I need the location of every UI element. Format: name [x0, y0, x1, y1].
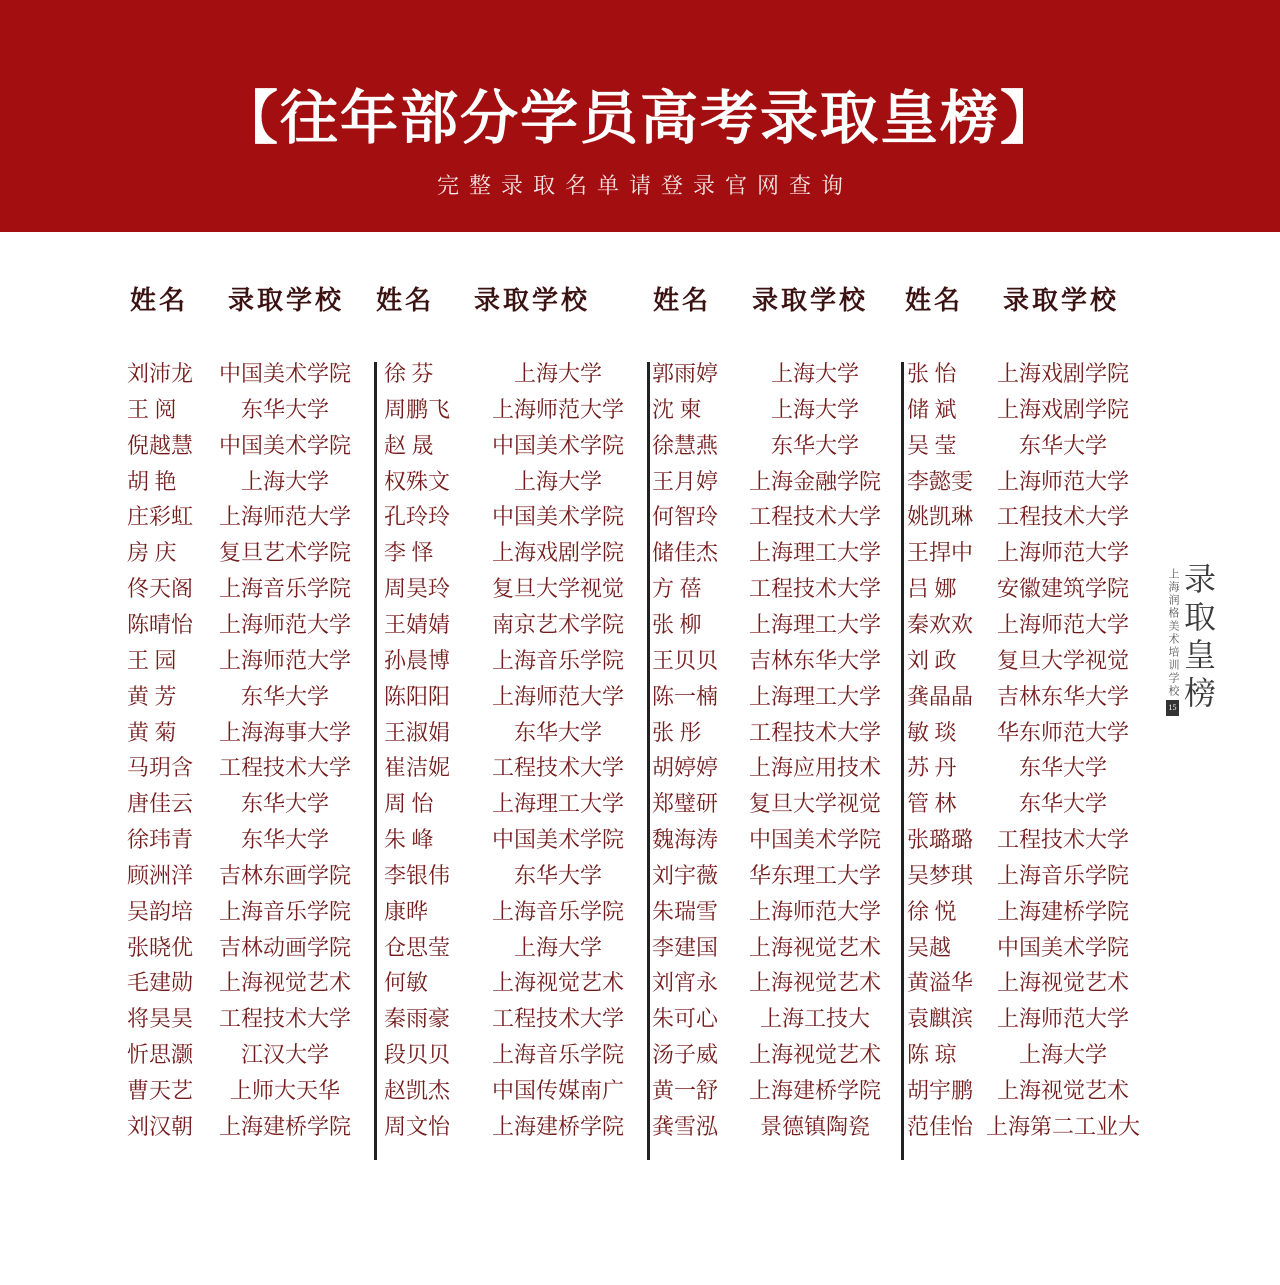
- table-row: [907, 464, 1143, 500]
- table-row: [127, 1109, 365, 1145]
- admitted-school: 工程技术大学: [218, 755, 351, 781]
- student-name: 崔洁妮: [384, 755, 451, 781]
- table-row: [907, 392, 1143, 428]
- table-row: [127, 930, 365, 966]
- student-name: 庄彩虹: [127, 504, 194, 530]
- admitted-school: 上海应用技术: [748, 755, 881, 781]
- table-row: [907, 679, 1143, 715]
- side-title: 录取皇榜: [1180, 562, 1216, 714]
- admitted-school: 上海师范大学: [491, 683, 624, 709]
- table-row: [127, 858, 365, 894]
- admitted-school: 工程技术大学: [748, 504, 881, 530]
- student-name: 张 彤: [652, 719, 702, 745]
- admitted-school: 上海大学: [513, 468, 602, 494]
- student-name: 李建国: [652, 934, 719, 960]
- admitted-school: 复旦艺术学院: [218, 540, 351, 566]
- student-name: 王婧婧: [384, 611, 451, 637]
- table-row: [384, 1073, 638, 1109]
- column-header-school: 录取学校: [474, 286, 591, 315]
- table-row: [907, 822, 1143, 858]
- student-name: 龚雪泓: [652, 1113, 719, 1139]
- student-name: 曹天艺: [127, 1078, 194, 1103]
- admitted-school: 上海师范大学: [996, 1006, 1129, 1032]
- table-row: [652, 392, 895, 428]
- table-row: [127, 1001, 365, 1037]
- table-row: [127, 894, 365, 930]
- admitted-school: 华东理工大学: [748, 862, 881, 888]
- table-row: [652, 715, 895, 751]
- student-name: 王月婷: [652, 468, 719, 494]
- table-row: [127, 392, 365, 428]
- student-name: 将昊昊: [127, 1006, 194, 1032]
- table-row: [384, 858, 638, 894]
- side-school-name: 上海润格美术培训学校: [1167, 568, 1179, 698]
- student-name: 孙晨博: [384, 647, 451, 673]
- table-row: [652, 679, 895, 715]
- table-row: [127, 1073, 365, 1109]
- page-title: 【往年部分学员高考录取皇榜】: [219, 86, 1060, 151]
- admitted-school: 工程技术大学: [996, 504, 1129, 530]
- admitted-school: 东华大学: [1018, 755, 1107, 781]
- admitted-school: 中国美术学院: [218, 361, 351, 386]
- admitted-school: 上海音乐学院: [491, 898, 624, 924]
- table-row: [907, 750, 1143, 786]
- student-name: 吴梦琪: [907, 862, 974, 888]
- student-name: 吴 莹: [907, 432, 957, 458]
- table-row: [127, 607, 365, 643]
- student-name: 王 园: [127, 647, 177, 673]
- table-row: [907, 965, 1143, 1001]
- student-name: 陈一楠: [652, 683, 719, 709]
- admitted-school: 景德镇陶瓷: [759, 1113, 870, 1139]
- admitted-school: 上海大学: [770, 361, 859, 386]
- admitted-school: 上海师范大学: [996, 611, 1129, 637]
- table-row: [127, 428, 365, 464]
- admitted-school: 工程技术大学: [491, 1006, 624, 1032]
- student-name: 朱可心: [652, 1006, 719, 1032]
- column-divider: [374, 362, 377, 1160]
- student-name: 苏 丹: [907, 755, 957, 781]
- admitted-school: 上海视觉艺术: [218, 970, 351, 996]
- table-row: [907, 894, 1143, 930]
- table-row: [127, 750, 365, 786]
- student-name: 唐佳云: [127, 791, 194, 817]
- admitted-school: 上海师范大学: [748, 898, 881, 924]
- admitted-school: 上海理工大学: [491, 791, 624, 817]
- student-name: 朱 峰: [384, 827, 434, 853]
- table-row: [127, 643, 365, 679]
- table-row: [907, 499, 1143, 535]
- student-name: 胡宇鹏: [907, 1078, 974, 1103]
- admitted-school: 吉林东华大学: [748, 647, 881, 673]
- admitted-school: 复旦大学视觉: [996, 647, 1129, 673]
- table-row: [127, 786, 365, 822]
- column-header-name: 姓名: [130, 286, 189, 315]
- admitted-school: 中国美术学院: [491, 432, 624, 458]
- admitted-school: 上海视觉艺术: [748, 1042, 881, 1068]
- student-name: 张璐璐: [907, 827, 974, 853]
- admitted-school: 东华大学: [240, 683, 329, 709]
- admitted-school: 东华大学: [240, 791, 329, 817]
- table-row: [384, 464, 638, 500]
- admitted-school: 南京艺术学院: [491, 611, 624, 637]
- admitted-school: 复旦大学视觉: [748, 791, 881, 817]
- student-name: 张 柳: [652, 611, 702, 637]
- table-row: [652, 1037, 895, 1073]
- admitted-school: 上海第二工业大: [985, 1113, 1140, 1139]
- admitted-school: 吉林东画学院: [218, 862, 351, 888]
- student-name: 周文怡: [384, 1113, 451, 1139]
- admitted-school: 上海师范大学: [218, 611, 351, 637]
- student-name: 刘汉朝: [127, 1113, 194, 1139]
- table-row: [384, 679, 638, 715]
- table-row: [652, 822, 895, 858]
- student-name: 郑璧研: [652, 791, 719, 817]
- admitted-school: 东华大学: [240, 827, 329, 853]
- table-row: [907, 356, 1143, 392]
- student-name: 仓思莹: [384, 934, 451, 960]
- admitted-school: 江汉大学: [240, 1042, 329, 1068]
- admitted-school: 华东师范大学: [996, 719, 1129, 745]
- student-name: 刘沛龙: [127, 361, 194, 386]
- student-name: 顾洲洋: [127, 862, 194, 888]
- student-name: 孔玲玲: [384, 504, 451, 530]
- student-name: 郭雨婷: [652, 361, 719, 386]
- admitted-school: 上海视觉艺术: [996, 1078, 1129, 1103]
- student-name: 黄溢华: [907, 970, 974, 996]
- student-name: 范佳怡: [907, 1113, 974, 1139]
- student-name: 吴越: [907, 934, 952, 960]
- page-subtitle: 完整录取名单请登录官网查询: [436, 173, 853, 198]
- table-row: [907, 1109, 1143, 1145]
- admitted-school: 上海戏剧学院: [491, 540, 624, 566]
- table-row: [127, 715, 365, 751]
- table-row: [652, 356, 895, 392]
- table-row: [907, 571, 1143, 607]
- table-row: [384, 571, 638, 607]
- admitted-school: 上海建桥学院: [748, 1078, 881, 1103]
- admitted-school: 上海音乐学院: [491, 647, 624, 673]
- header-banner: [0, 0, 1280, 232]
- table-row: [384, 965, 638, 1001]
- student-name: 陈晴怡: [127, 611, 194, 637]
- table-row: [384, 535, 638, 571]
- table-row: [652, 499, 895, 535]
- student-name: 周昊玲: [384, 576, 451, 602]
- column-divider: [901, 362, 904, 1160]
- admitted-school: 上海理工大学: [748, 540, 881, 566]
- table-row: [384, 786, 638, 822]
- admitted-school: 吉林动画学院: [218, 934, 351, 960]
- student-name: 朱瑞雪: [652, 898, 719, 924]
- column-divider: [647, 362, 650, 1160]
- student-name: 王 阅: [127, 396, 177, 422]
- table-row: [907, 643, 1143, 679]
- admitted-school: 东华大学: [513, 862, 602, 888]
- student-name: 胡 艳: [127, 468, 177, 494]
- page-number: 15: [1166, 700, 1179, 716]
- student-name: 袁麒滨: [907, 1006, 974, 1032]
- table-row: [384, 894, 638, 930]
- admitted-school: 工程技术大学: [491, 755, 624, 781]
- admitted-school: 上海师范大学: [491, 396, 624, 422]
- table-row: [907, 607, 1143, 643]
- student-name: 汤子威: [652, 1042, 719, 1068]
- student-name: 陈阳阳: [384, 683, 451, 709]
- table-row: [652, 464, 895, 500]
- admitted-school: 上海建桥学院: [491, 1113, 624, 1139]
- admitted-school: 上海大学: [240, 468, 329, 494]
- student-name: 龚晶晶: [907, 683, 974, 709]
- student-name: 黄 芳: [127, 683, 177, 709]
- admitted-school: 工程技术大学: [748, 719, 881, 745]
- admitted-school: 东华大学: [1018, 791, 1107, 817]
- table-row: [907, 930, 1143, 966]
- student-name: 张 怡: [907, 361, 957, 386]
- table-row: [127, 965, 365, 1001]
- student-name: 佟天阁: [127, 576, 194, 602]
- admitted-school: 东华大学: [1018, 432, 1107, 458]
- student-name: 何敏: [384, 970, 429, 996]
- student-name: 胡婷婷: [652, 755, 719, 781]
- student-name: 毛建勋: [127, 970, 194, 996]
- admitted-school: 上海建桥学院: [218, 1113, 351, 1139]
- admitted-school: 中国美术学院: [996, 934, 1129, 960]
- table-row: [384, 750, 638, 786]
- admitted-school: 上海视觉艺术: [748, 934, 881, 960]
- student-name: 忻思灏: [127, 1042, 194, 1068]
- student-name: 房 庆: [127, 540, 177, 566]
- student-name: 康晔: [384, 898, 429, 924]
- admitted-school: 上海音乐学院: [491, 1042, 624, 1068]
- student-name: 方 蓓: [652, 576, 702, 602]
- table-row: [384, 643, 638, 679]
- table-row: [907, 715, 1143, 751]
- table-row: [652, 571, 895, 607]
- admitted-school: 上海大学: [513, 361, 602, 386]
- student-name: 姚凯琳: [907, 504, 974, 530]
- student-name: 王捍中: [907, 540, 974, 566]
- admitted-school: 上海视觉艺术: [996, 970, 1129, 996]
- student-name: 刘 政: [907, 647, 957, 673]
- table-row: [652, 1073, 895, 1109]
- column-header-school: 录取学校: [1003, 286, 1120, 315]
- admitted-school: 上海师范大学: [996, 540, 1129, 566]
- admitted-school: 上海视觉艺术: [748, 970, 881, 996]
- admitted-school: 上海海事大学: [218, 719, 351, 745]
- table-row: [384, 499, 638, 535]
- admitted-school: 上海工技大: [759, 1006, 870, 1032]
- table-row: [907, 1073, 1143, 1109]
- table-row: [384, 1109, 638, 1145]
- admitted-school: 东华大学: [770, 432, 859, 458]
- admitted-school: 上海建桥学院: [996, 898, 1129, 924]
- student-name: 徐 芬: [384, 361, 434, 386]
- admitted-school: 中国美术学院: [748, 827, 881, 853]
- student-name: 黄一舒: [652, 1078, 719, 1103]
- student-name: 李 怿: [384, 540, 434, 566]
- admitted-school: 工程技术大学: [218, 1006, 351, 1032]
- admitted-school: 上海金融学院: [748, 468, 881, 494]
- table-row: [652, 858, 895, 894]
- column-header-name: 姓名: [653, 286, 712, 315]
- admitted-school: 上海师范大学: [218, 504, 351, 530]
- table-row: [127, 679, 365, 715]
- table-row: [384, 930, 638, 966]
- table-row: [127, 1037, 365, 1073]
- student-name: 马玥含: [127, 755, 194, 781]
- admitted-school: 东华大学: [513, 719, 602, 745]
- table-row: [127, 356, 365, 392]
- table-row: [652, 894, 895, 930]
- student-name: 段贝贝: [384, 1042, 451, 1068]
- student-name: 吕 娜: [907, 576, 957, 602]
- student-name: 敏 琰: [907, 719, 957, 745]
- admitted-school: 上海视觉艺术: [491, 970, 624, 996]
- table-row: [384, 607, 638, 643]
- table-row: [384, 822, 638, 858]
- student-name: 魏海涛: [652, 827, 719, 853]
- table-row: [652, 1001, 895, 1037]
- admitted-school: 中国美术学院: [491, 827, 624, 853]
- table-row: [127, 535, 365, 571]
- table-row: [652, 428, 895, 464]
- student-name: 赵凯杰: [384, 1078, 451, 1103]
- student-name: 李懿雯: [907, 468, 974, 494]
- table-row: [907, 428, 1143, 464]
- table-row: [384, 715, 638, 751]
- table-row: [652, 1109, 895, 1145]
- student-name: 陈 琼: [907, 1042, 957, 1068]
- table-row: [907, 786, 1143, 822]
- student-name: 张晓优: [127, 934, 194, 960]
- admitted-school: 工程技术大学: [996, 827, 1129, 853]
- student-name: 吴韵培: [127, 898, 194, 924]
- admitted-school: 复旦大学视觉: [491, 576, 624, 602]
- admitted-school: 上海理工大学: [748, 611, 881, 637]
- student-name: 刘宇薇: [652, 862, 719, 888]
- student-name: 王贝贝: [652, 647, 719, 673]
- student-name: 倪越慧: [127, 432, 194, 458]
- admitted-school: 上海师范大学: [996, 468, 1129, 494]
- table-row: [384, 1001, 638, 1037]
- student-name: 何智玲: [652, 504, 719, 530]
- table-row: [907, 1037, 1143, 1073]
- student-name: 秦欢欢: [907, 611, 974, 637]
- student-name: 徐玮青: [127, 827, 194, 853]
- admitted-school: 上海师范大学: [218, 647, 351, 673]
- admitted-school: 中国传媒南广: [491, 1078, 624, 1103]
- column-header-school: 录取学校: [752, 286, 869, 315]
- table-row: [384, 1037, 638, 1073]
- table-row: [384, 428, 638, 464]
- admitted-school: 上海戏剧学院: [996, 361, 1129, 386]
- column-header-name: 姓名: [905, 286, 964, 315]
- student-name: 储 斌: [907, 396, 957, 422]
- admitted-school: 上师大天华: [229, 1078, 340, 1103]
- admitted-school: 上海戏剧学院: [996, 396, 1129, 422]
- admitted-school: 上海大学: [770, 396, 859, 422]
- student-name: 管 林: [907, 791, 957, 817]
- column-header-school: 录取学校: [228, 286, 345, 315]
- table-row: [127, 499, 365, 535]
- student-name: 徐 悦: [907, 898, 957, 924]
- table-row: [907, 858, 1143, 894]
- admitted-school: 安徽建筑学院: [996, 576, 1129, 602]
- table-row: [127, 571, 365, 607]
- table-row: [907, 1001, 1143, 1037]
- admitted-school: 上海大学: [1018, 1042, 1107, 1068]
- student-name: 沈 柬: [652, 396, 702, 422]
- table-row: [907, 535, 1143, 571]
- admitted-school: 上海大学: [513, 934, 602, 960]
- student-name: 徐慧燕: [652, 432, 719, 458]
- table-row: [384, 392, 638, 428]
- student-name: 王淑娟: [384, 719, 451, 745]
- table-row: [652, 786, 895, 822]
- table-row: [652, 607, 895, 643]
- admitted-school: 工程技术大学: [748, 576, 881, 602]
- student-name: 李银伟: [384, 862, 451, 888]
- admitted-school: 吉林东华大学: [996, 683, 1129, 709]
- table-row: [384, 356, 638, 392]
- table-row: [652, 535, 895, 571]
- student-name: 周鹏飞: [384, 396, 451, 422]
- student-name: 秦雨豪: [384, 1006, 451, 1032]
- admitted-school: 上海音乐学院: [218, 898, 351, 924]
- student-name: 赵 晟: [384, 432, 434, 458]
- column-header-name: 姓名: [376, 286, 435, 315]
- admitted-school: 上海理工大学: [748, 683, 881, 709]
- student-name: 黄 菊: [127, 719, 177, 745]
- table-row: [127, 822, 365, 858]
- student-name: 储佳杰: [652, 540, 719, 566]
- admitted-school: 上海音乐学院: [996, 862, 1129, 888]
- admitted-school: 东华大学: [240, 396, 329, 422]
- admitted-school: 中国美术学院: [218, 432, 351, 458]
- student-name: 权殊文: [384, 468, 451, 494]
- table-row: [652, 965, 895, 1001]
- table-row: [652, 750, 895, 786]
- table-row: [652, 930, 895, 966]
- admitted-school: 上海音乐学院: [218, 576, 351, 602]
- table-row: [652, 643, 895, 679]
- student-name: 周 怡: [384, 791, 434, 817]
- table-row: [127, 464, 365, 500]
- student-name: 刘宵永: [652, 970, 719, 996]
- admitted-school: 中国美术学院: [491, 504, 624, 530]
